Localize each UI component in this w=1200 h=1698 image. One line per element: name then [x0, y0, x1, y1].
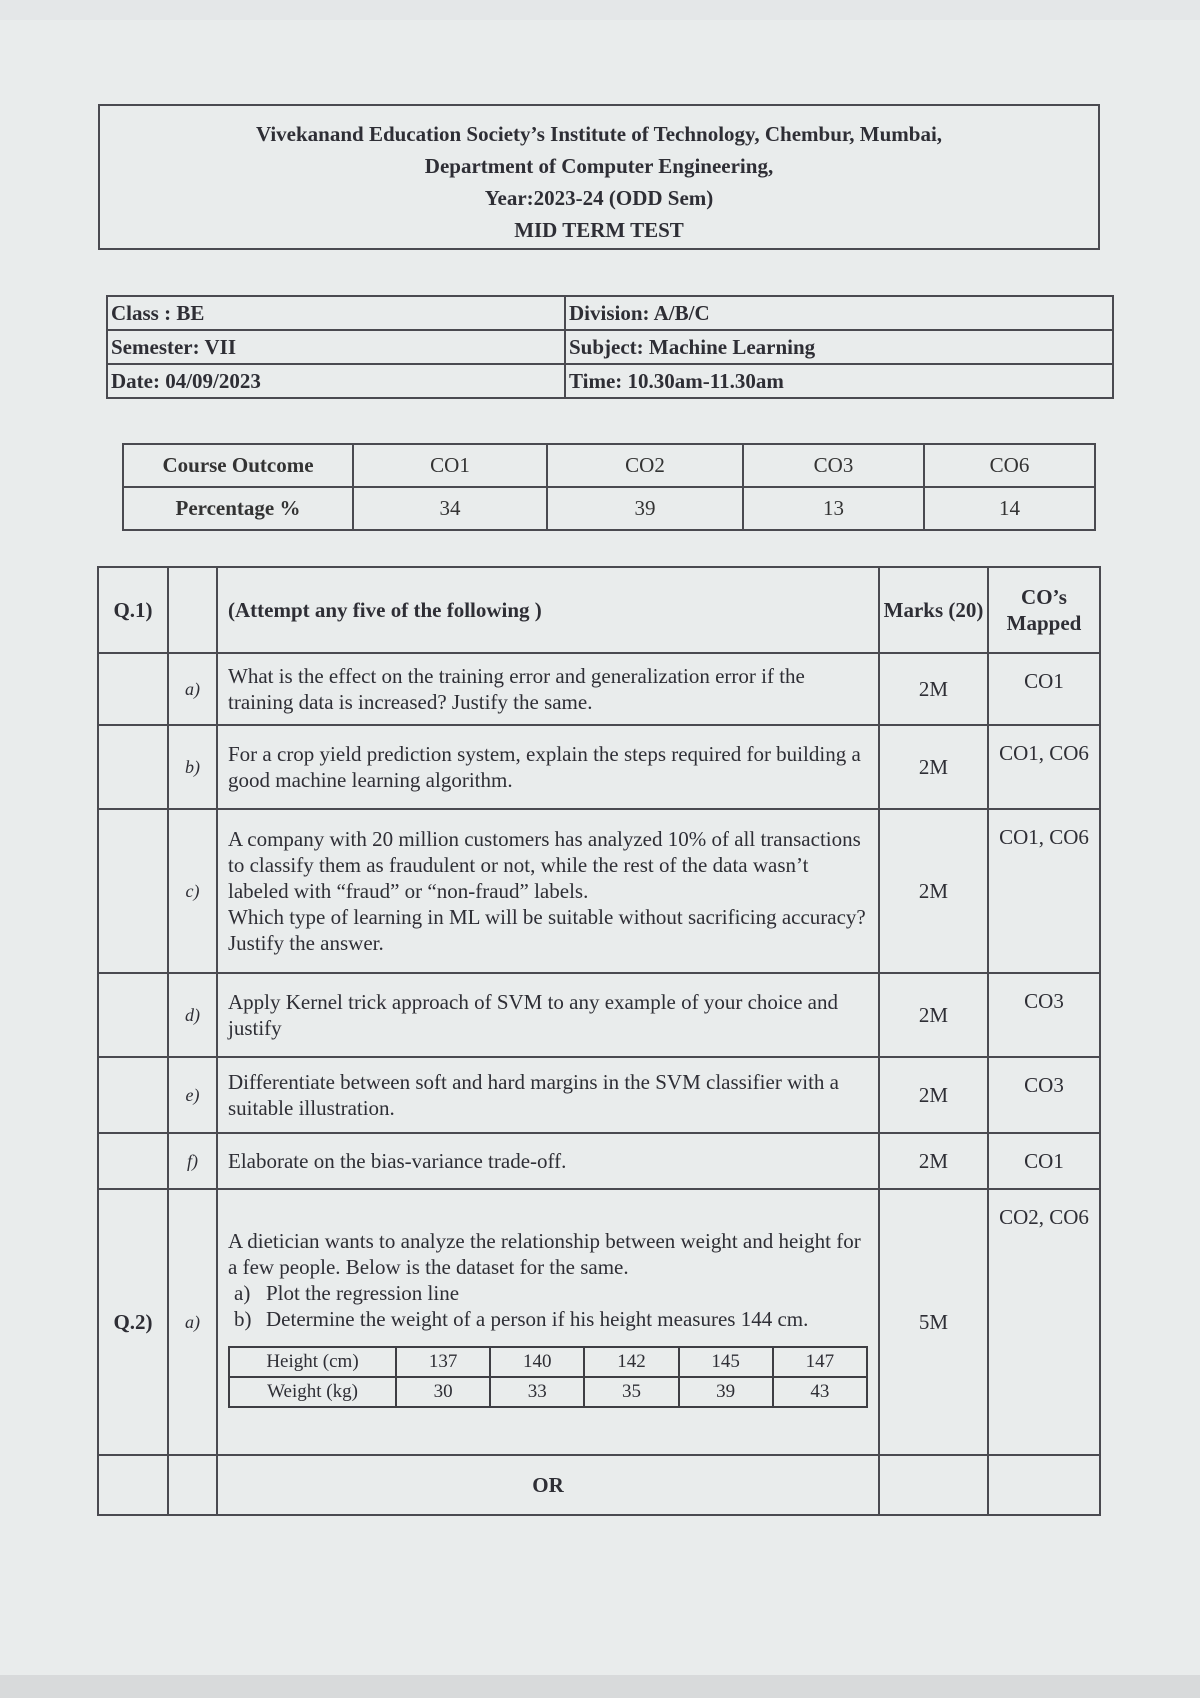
- part-text: Plot the regression line: [266, 1281, 460, 1305]
- question-marks: 2M: [879, 725, 988, 809]
- question-row: [98, 809, 1100, 973]
- division-cell: Division: A/B/C: [565, 296, 1113, 330]
- empty-cell: [879, 1455, 988, 1515]
- question-marks: 2M: [879, 809, 988, 973]
- test-title: MID TERM TEST: [514, 218, 684, 242]
- q2-part: [234, 1306, 868, 1332]
- co-column-header: CO2: [547, 444, 743, 487]
- course-outcome-label: Course Outcome: [123, 444, 353, 487]
- exam-info-table: [106, 295, 1114, 399]
- empty-cell: [98, 1455, 168, 1515]
- date-cell: Date: 04/09/2023: [107, 364, 565, 398]
- info-row: [107, 330, 1113, 364]
- weight-row: [229, 1377, 867, 1407]
- question-text: For a crop yield prediction system, explain the steps required for building a good machine learning algorithm.: [217, 725, 879, 809]
- co-column-header: CO6: [924, 444, 1095, 487]
- co-percentage-row: [123, 487, 1095, 530]
- empty-cell: [98, 809, 168, 973]
- co-percentage-value: 39: [547, 487, 743, 530]
- empty-cell: [98, 1133, 168, 1189]
- height-value: 137: [396, 1347, 490, 1377]
- empty-cell: [98, 725, 168, 809]
- question-marks: 5M: [879, 1189, 988, 1455]
- height-value: 147: [773, 1347, 867, 1377]
- empty-cell: [98, 1057, 168, 1133]
- height-value: 145: [679, 1347, 773, 1377]
- q2-label: Q.2): [98, 1189, 168, 1455]
- questions-table: [97, 566, 1101, 1516]
- question-row: [98, 973, 1100, 1057]
- question-co: CO1: [988, 1133, 1100, 1189]
- co-column-header: CO3: [743, 444, 924, 487]
- class-cell: Class : BE: [107, 296, 565, 330]
- academic-year: Year:2023-24 (ODD Sem): [484, 186, 714, 210]
- empty-cell: [168, 1455, 217, 1515]
- institute-name: Vivekanand Education Society’s Institute of Technology, Chembur, Mumbai,: [255, 122, 943, 146]
- height-value: 142: [584, 1347, 678, 1377]
- question-number: c): [168, 809, 217, 973]
- q2-parts: [228, 1280, 868, 1332]
- weight-value: 33: [490, 1377, 584, 1407]
- marks-header: Marks (20): [879, 567, 988, 653]
- co-mapped-header: CO’s Mapped: [988, 567, 1100, 653]
- percentage-label: Percentage %: [123, 487, 353, 530]
- question-text: Apply Kernel trick approach of SVM to any example of your choice and justify: [217, 973, 879, 1057]
- co-percentage-value: 13: [743, 487, 924, 530]
- question-text: [217, 809, 879, 973]
- question-text: [217, 1189, 879, 1455]
- weight-value: 30: [396, 1377, 490, 1407]
- question-text: Differentiate between soft and hard margins in the SVM classifier with a suitable illustration.: [217, 1057, 879, 1133]
- weight-label: Weight (kg): [229, 1377, 396, 1407]
- question-number: d): [168, 973, 217, 1057]
- question-number: e): [168, 1057, 217, 1133]
- institute-header: [98, 104, 1100, 250]
- height-weight-table: [228, 1346, 868, 1408]
- course-outcome-table: [122, 443, 1096, 531]
- weight-value: 39: [679, 1377, 773, 1407]
- question-marks: 2M: [879, 1133, 988, 1189]
- question-text: Elaborate on the bias-variance trade-off.: [217, 1133, 879, 1189]
- question-text-part: Which type of learning in ML will be suitable without sacrificing accuracy? Justify the answer.: [228, 905, 866, 955]
- or-row: [98, 1455, 1100, 1515]
- question-co: CO3: [988, 1057, 1100, 1133]
- empty-cell: [98, 653, 168, 725]
- height-value: 140: [490, 1347, 584, 1377]
- question-co: CO1, CO6: [988, 725, 1100, 809]
- question-co: CO3: [988, 973, 1100, 1057]
- question-co: CO1, CO6: [988, 809, 1100, 973]
- question-co: CO1: [988, 653, 1100, 725]
- question-marks: 2M: [879, 653, 988, 725]
- empty-cell: [168, 567, 217, 653]
- info-row: [107, 296, 1113, 330]
- part-tag: b): [234, 1307, 252, 1331]
- co-header-row: [123, 444, 1095, 487]
- or-separator: OR: [217, 1455, 879, 1515]
- question-marks: 2M: [879, 1057, 988, 1133]
- question-text-part: A company with 20 million customers has analyzed 10% of all transactions to classify them as fraudulent or not, while the rest of the data wasn’t labeled with “fraud” or “non-fraud” labels.: [228, 827, 861, 903]
- q2-part: [234, 1280, 868, 1306]
- semester-cell: Semester: VII: [107, 330, 565, 364]
- department-name: Department of Computer Engineering,: [424, 154, 774, 178]
- question-text: What is the effect on the training error and generalization error if the training data is increased? Justify the same.: [217, 653, 879, 725]
- part-tag: a): [234, 1281, 251, 1305]
- question-number: b): [168, 725, 217, 809]
- weight-value: 35: [584, 1377, 678, 1407]
- time-cell: Time: 10.30am-11.30am: [565, 364, 1113, 398]
- empty-cell: [98, 973, 168, 1057]
- page-bottom-shadow: [0, 1675, 1200, 1698]
- question-row: [98, 725, 1100, 809]
- co-column-header: CO1: [353, 444, 547, 487]
- question-number: a): [168, 1189, 217, 1455]
- q1-instruction: (Attempt any five of the following ): [217, 567, 879, 653]
- question-number: f): [168, 1133, 217, 1189]
- co-percentage-value: 34: [353, 487, 547, 530]
- question-marks: 2M: [879, 973, 988, 1057]
- question-co: CO2, CO6: [988, 1189, 1100, 1455]
- question-row: [98, 1133, 1100, 1189]
- subject-cell: Subject: Machine Learning: [565, 330, 1113, 364]
- weight-value: 43: [773, 1377, 867, 1407]
- info-row: [107, 364, 1113, 398]
- height-row: [229, 1347, 867, 1377]
- question-header-row: [98, 567, 1100, 653]
- co-percentage-value: 14: [924, 487, 1095, 530]
- question-row: [98, 1057, 1100, 1133]
- height-label: Height (cm): [229, 1347, 396, 1377]
- q2-intro: A dietician wants to analyze the relationship between weight and height for a few people. Below is the dataset for the same.: [228, 1229, 861, 1279]
- q1-label: Q.1): [98, 567, 168, 653]
- question-number: a): [168, 653, 217, 725]
- question-row-q2: [98, 1189, 1100, 1455]
- part-text: Determine the weight of a person if his height measures 144 cm.: [266, 1307, 809, 1331]
- question-row: [98, 653, 1100, 725]
- empty-cell: [988, 1455, 1100, 1515]
